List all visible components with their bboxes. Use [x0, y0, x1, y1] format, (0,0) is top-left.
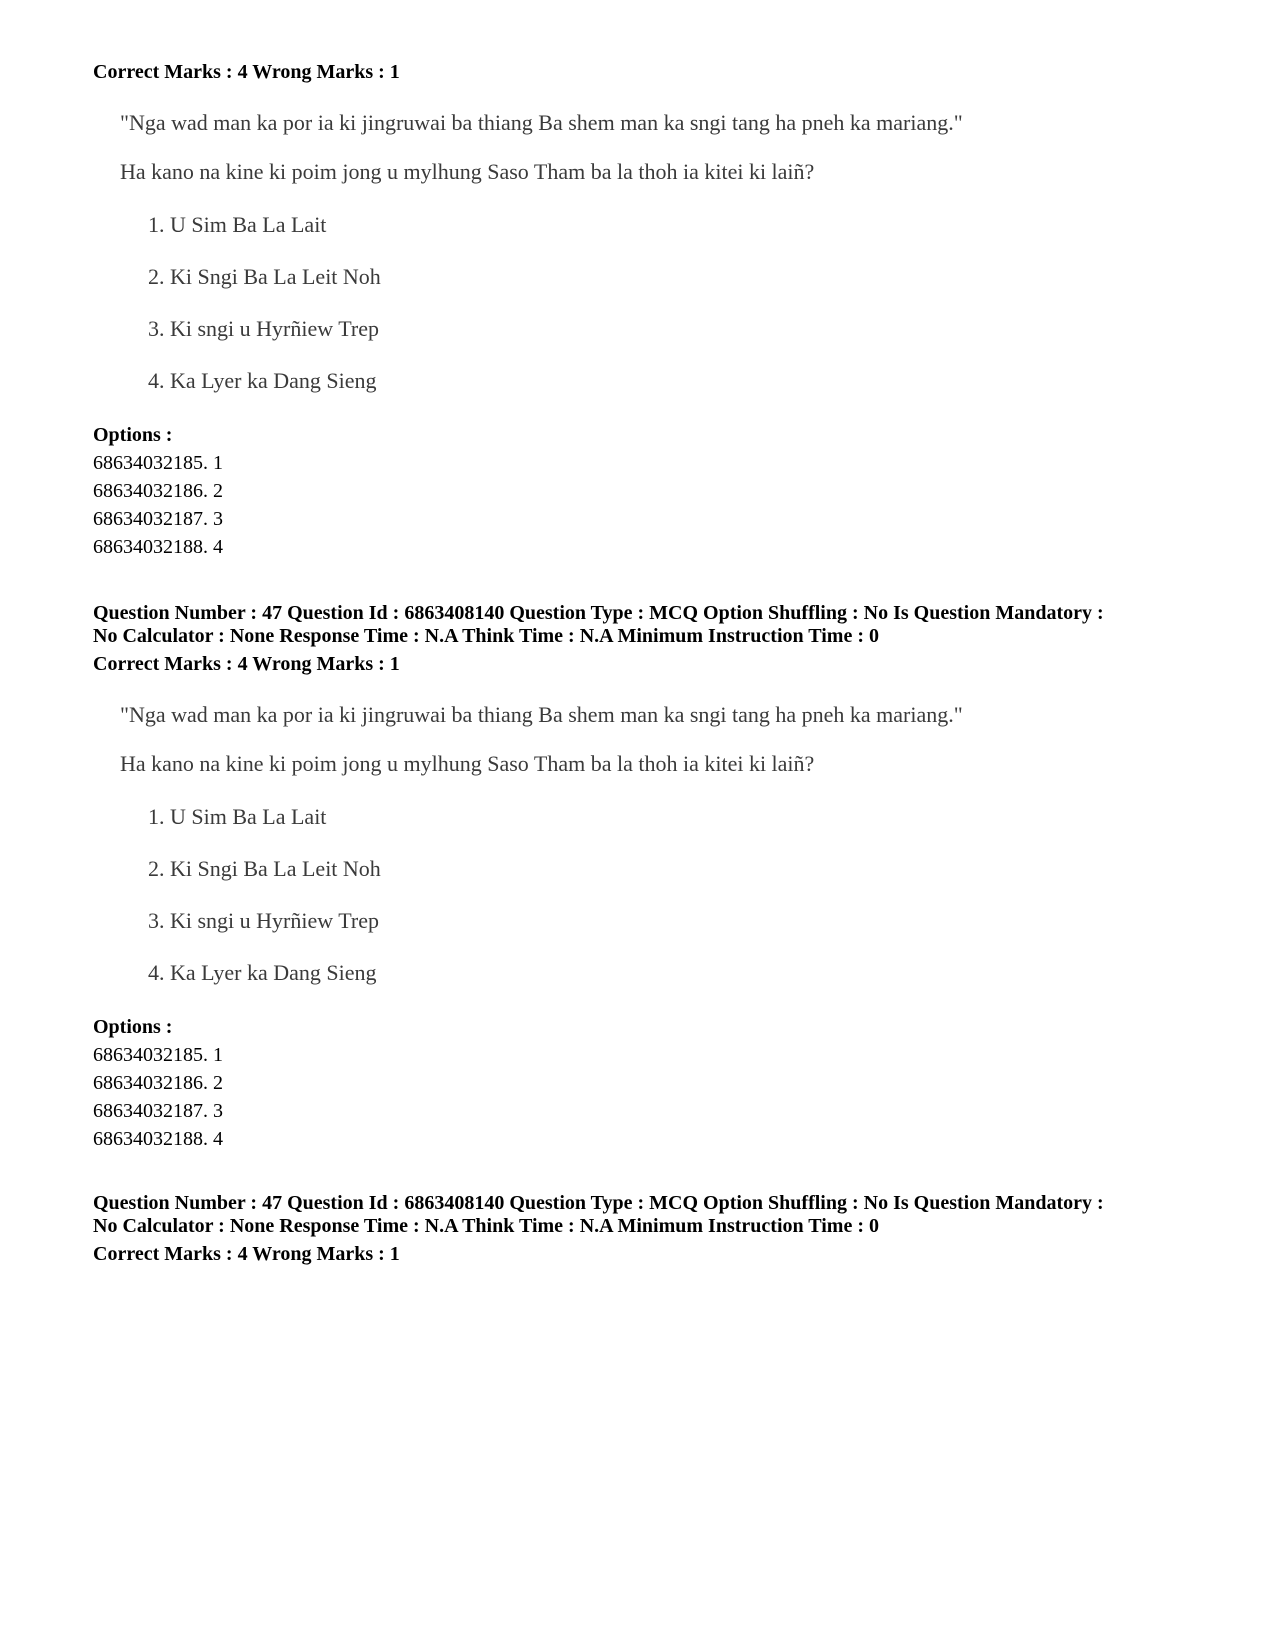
option-item: 68634032187. 3 [93, 1100, 223, 1122]
option-item: 68634032185. 1 [93, 1044, 223, 1066]
question-quote: "Nga wad man ka por ia ki jingruwai ba thiang Ba shem man ka sngi tang ha pneh ka mariang." [120, 702, 963, 727]
option-item: 68634032186. 2 [93, 1072, 223, 1094]
question-quote: "Nga wad man ka por ia ki jingruwai ba thiang Ba shem man ka sngi tang ha pneh ka mariang." [120, 110, 963, 135]
option-item: 68634032188. 4 [93, 536, 223, 558]
choice-item: 2. Ki Sngi Ba La Leit Noh [148, 856, 381, 881]
question-header: Question Number : 47 Question Id : 6863408140 Question Type : MCQ Option Shuffling : No Is Question Mandatory : [93, 602, 1104, 624]
marks-line: Correct Marks : 4 Wrong Marks : 1 [93, 1243, 400, 1265]
options-label: Options : [93, 424, 173, 446]
option-item: 68634032188. 4 [93, 1128, 223, 1150]
choice-item: 2. Ki Sngi Ba La Leit Noh [148, 264, 381, 289]
question-header: No Calculator : None Response Time : N.A Think Time : N.A Minimum Instruction Time : 0 [93, 1215, 879, 1237]
choice-item: 4. Ka Lyer ka Dang Sieng [148, 368, 377, 393]
option-item: 68634032187. 3 [93, 508, 223, 530]
question-text: Ha kano na kine ki poim jong u mylhung Saso Tham ba la thoh ia kitei ki laiñ? [120, 159, 815, 184]
marks-line: Correct Marks : 4 Wrong Marks : 1 [93, 653, 400, 675]
marks-line: Correct Marks : 4 Wrong Marks : 1 [93, 61, 400, 83]
choice-item: 3. Ki sngi u Hyrñiew Trep [148, 908, 380, 933]
question-header: No Calculator : None Response Time : N.A Think Time : N.A Minimum Instruction Time : 0 [93, 625, 879, 647]
choice-item: 1. U Sim Ba La Lait [148, 212, 327, 237]
question-header: Question Number : 47 Question Id : 6863408140 Question Type : MCQ Option Shuffling : No Is Question Mandatory : [93, 1192, 1104, 1214]
option-item: 68634032186. 2 [93, 480, 223, 502]
choice-item: 1. U Sim Ba La Lait [148, 804, 327, 829]
question-text: Ha kano na kine ki poim jong u mylhung Saso Tham ba la thoh ia kitei ki laiñ? [120, 751, 815, 776]
option-item: 68634032185. 1 [93, 452, 223, 474]
choice-item: 3. Ki sngi u Hyrñiew Trep [148, 316, 380, 341]
options-label: Options : [93, 1016, 173, 1038]
choice-item: 4. Ka Lyer ka Dang Sieng [148, 960, 377, 985]
